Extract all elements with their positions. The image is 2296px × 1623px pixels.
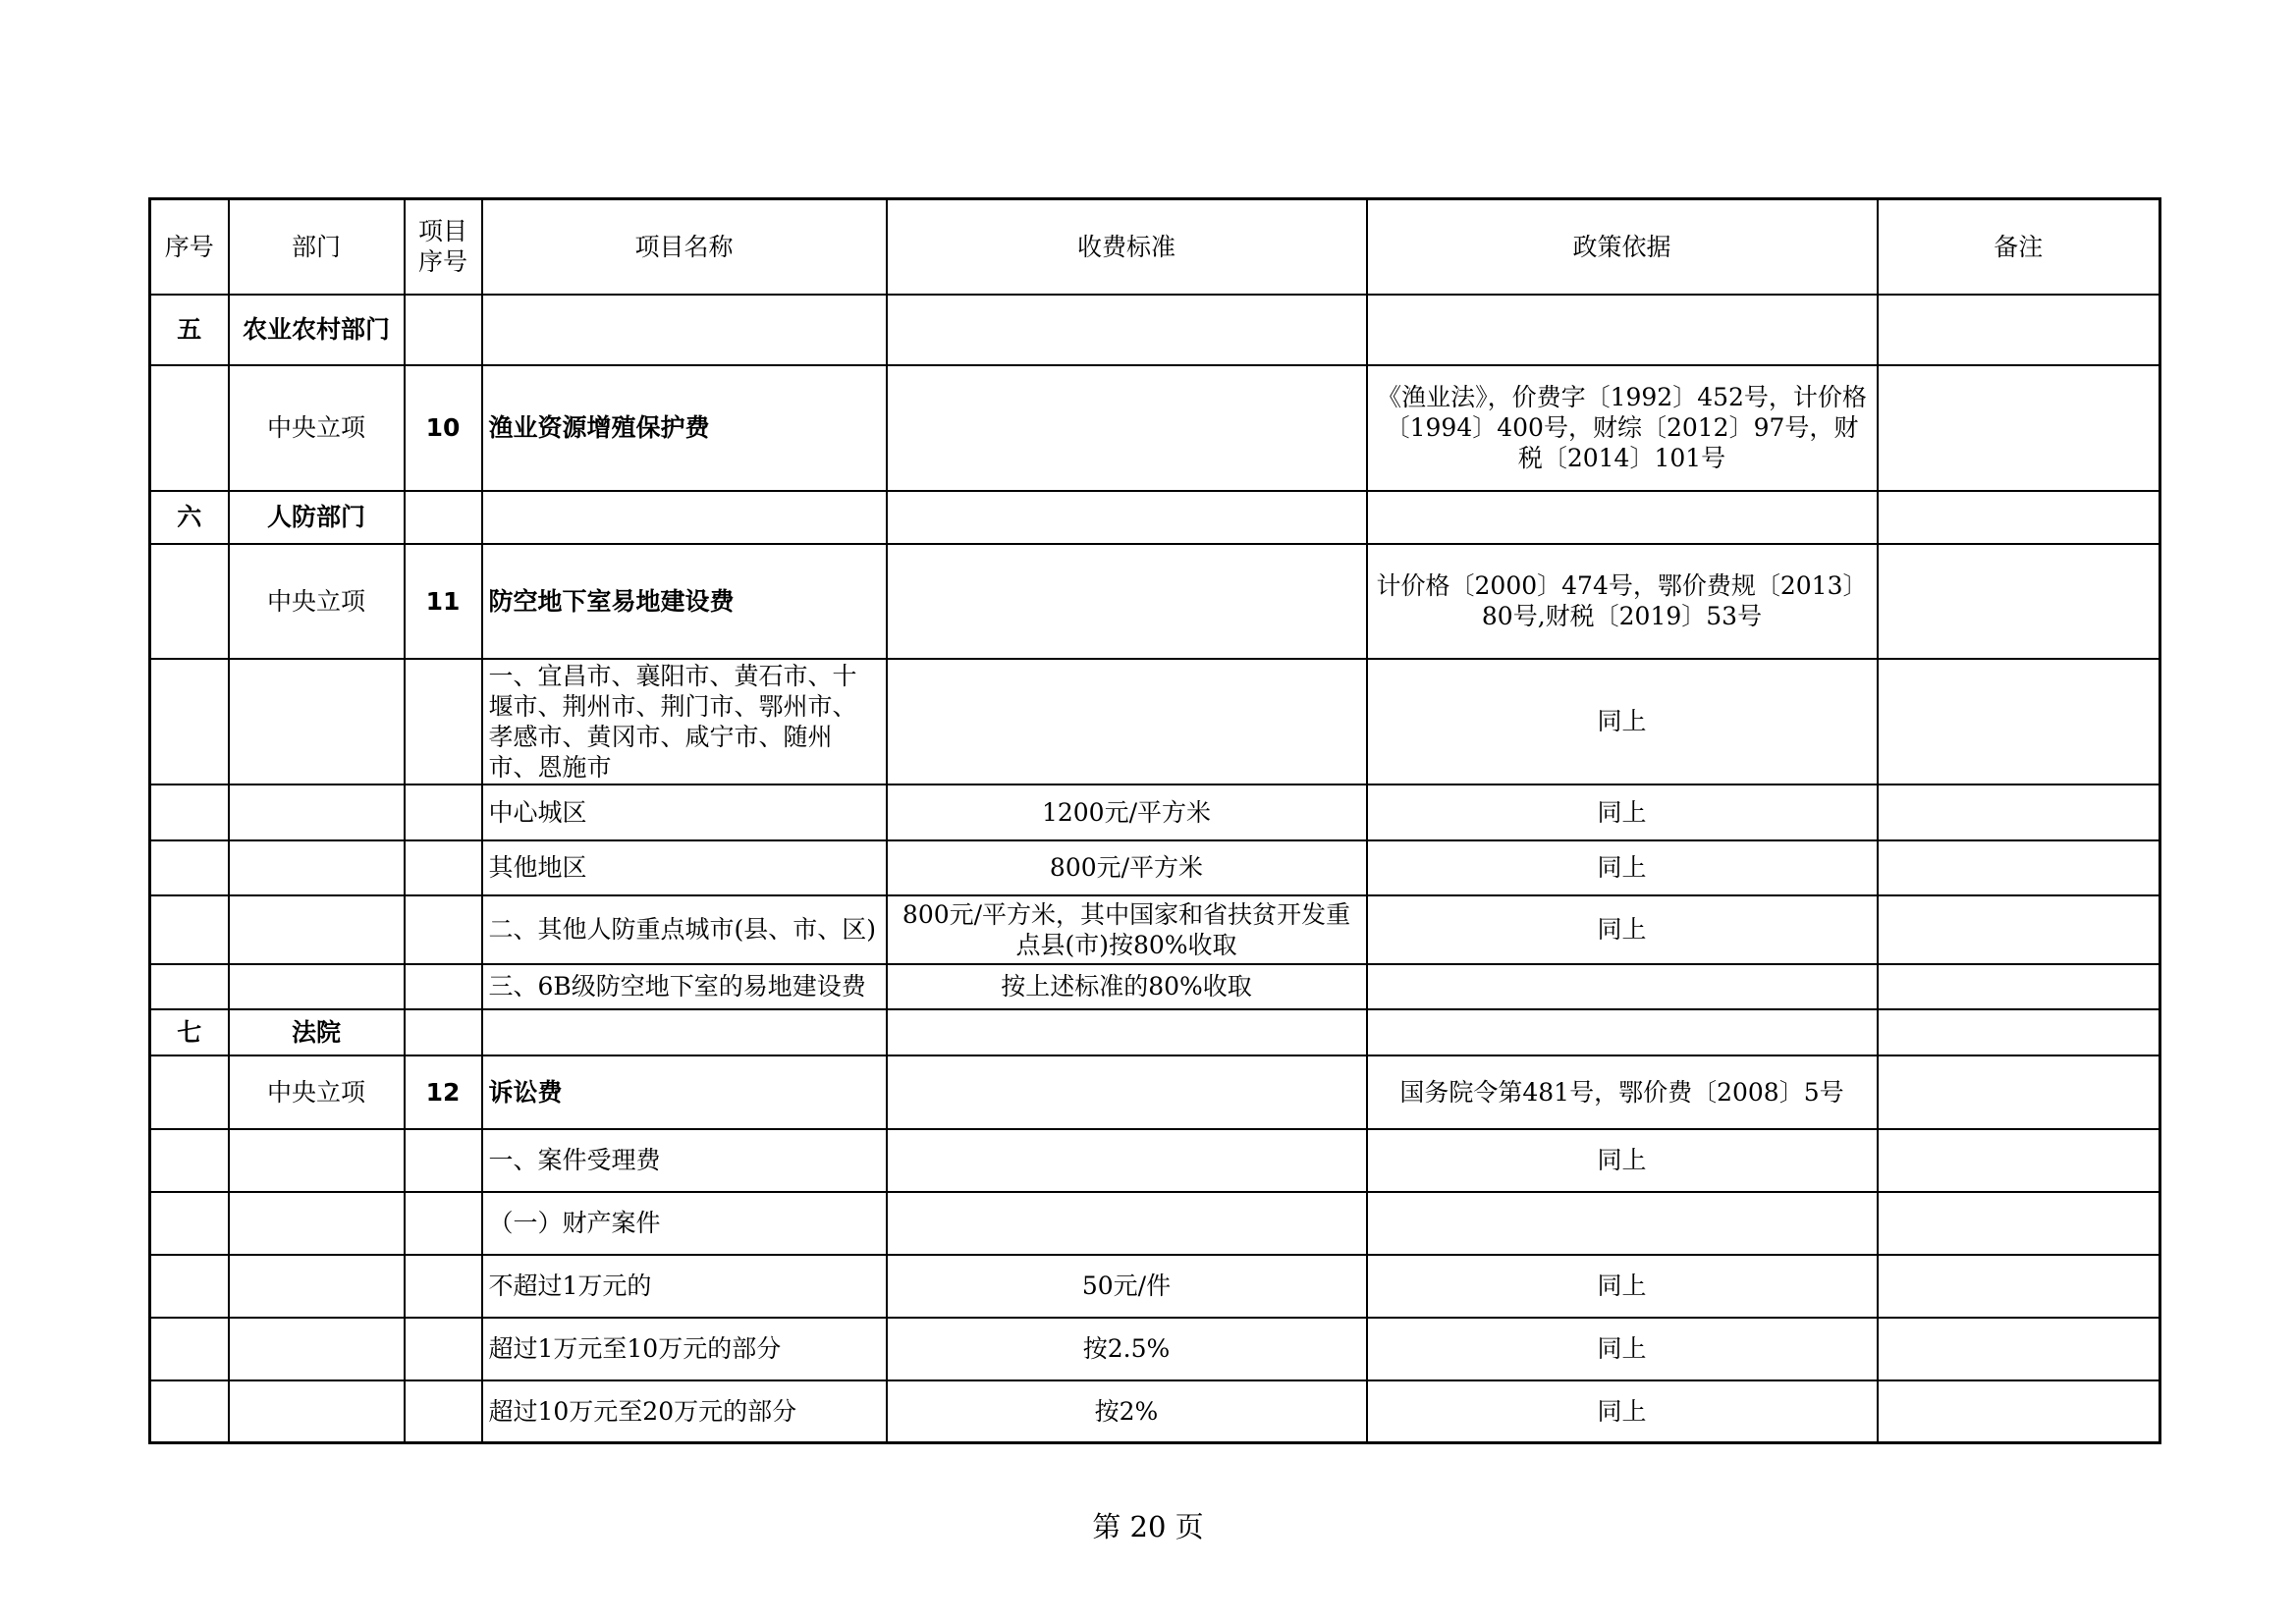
cell-dept (229, 1255, 405, 1318)
table-row (150, 1129, 2160, 1192)
cell-item-name: 超过10万元至20万元的部分 (482, 1380, 887, 1443)
cell-standard: 按2% (887, 1380, 1367, 1443)
cell-remark (1878, 840, 2160, 895)
header-item-name: 项目名称 (482, 199, 887, 295)
cell-basis (1367, 1192, 1878, 1255)
cell-remark (1878, 295, 2160, 365)
cell-item-name: （一）财产案件 (482, 1192, 887, 1255)
cell-seq (150, 1192, 229, 1255)
cell-basis: 同上 (1367, 784, 1878, 840)
page-number: 第 20 页 (1092, 1510, 1204, 1543)
cell-seq (150, 1380, 229, 1443)
cell-item-seq (405, 784, 482, 840)
cell-seq: 六 (150, 491, 229, 544)
header-basis: 政策依据 (1367, 199, 1878, 295)
cell-item-seq (405, 1192, 482, 1255)
cell-dept (229, 1318, 405, 1380)
cell-item-name: 不超过1万元的 (482, 1255, 887, 1318)
cell-seq (150, 1055, 229, 1129)
cell-standard: 50元/件 (887, 1255, 1367, 1318)
cell-basis: 同上 (1367, 659, 1878, 784)
cell-seq (150, 784, 229, 840)
cell-dept (229, 1380, 405, 1443)
cell-item-name: 中心城区 (482, 784, 887, 840)
cell-standard (887, 1129, 1367, 1192)
cell-basis (1367, 491, 1878, 544)
table-row (150, 964, 2160, 1009)
cell-standard (887, 365, 1367, 491)
cell-item-name: 三、6B级防空地下室的易地建设费 (482, 964, 887, 1009)
cell-basis: 同上 (1367, 1318, 1878, 1380)
cell-item-seq (405, 895, 482, 964)
cell-dept (229, 840, 405, 895)
header-remark: 备注 (1878, 199, 2160, 295)
header-standard: 收费标准 (887, 199, 1367, 295)
cell-dept (229, 659, 405, 784)
table-row (150, 1318, 2160, 1380)
cell-remark (1878, 1192, 2160, 1255)
table-row (150, 1255, 2160, 1318)
cell-basis: 《渔业法》，价费字〔1992〕452号，计价格〔1994〕400号，财综〔2012〕97号，财税〔2014〕101号 (1367, 365, 1878, 491)
cell-seq (150, 1129, 229, 1192)
table-row (150, 491, 2160, 544)
cell-remark (1878, 1129, 2160, 1192)
cell-remark (1878, 964, 2160, 1009)
cell-standard (887, 1192, 1367, 1255)
cell-remark (1878, 1318, 2160, 1380)
cell-dept: 中央立项 (229, 365, 405, 491)
cell-basis: 同上 (1367, 895, 1878, 964)
cell-standard (887, 1055, 1367, 1129)
cell-remark (1878, 784, 2160, 840)
cell-remark (1878, 895, 2160, 964)
cell-item-seq (405, 295, 482, 365)
cell-standard: 1200元/平方米 (887, 784, 1367, 840)
cell-dept (229, 1192, 405, 1255)
table-row (150, 365, 2160, 491)
cell-standard (887, 659, 1367, 784)
cell-remark (1878, 1055, 2160, 1129)
table-row (150, 1055, 2160, 1129)
cell-remark (1878, 1009, 2160, 1055)
cell-item-name: 超过1万元至10万元的部分 (482, 1318, 887, 1380)
cell-item-name: 其他地区 (482, 840, 887, 895)
cell-dept (229, 1129, 405, 1192)
cell-remark (1878, 659, 2160, 784)
cell-standard (887, 295, 1367, 365)
cell-basis: 同上 (1367, 1255, 1878, 1318)
cell-basis: 国务院令第481号，鄂价费〔2008〕5号 (1367, 1055, 1878, 1129)
table-row (150, 1380, 2160, 1443)
cell-basis (1367, 964, 1878, 1009)
table-row (150, 295, 2160, 365)
cell-item-seq (405, 1255, 482, 1318)
cell-remark (1878, 544, 2160, 659)
cell-item-seq (405, 1380, 482, 1443)
cell-remark (1878, 365, 2160, 491)
cell-seq: 七 (150, 1009, 229, 1055)
cell-item-seq: 12 (405, 1055, 482, 1129)
fee-table (148, 197, 2161, 1444)
cell-seq (150, 544, 229, 659)
cell-basis (1367, 295, 1878, 365)
cell-item-seq (405, 1129, 482, 1192)
cell-dept (229, 964, 405, 1009)
cell-item-seq (405, 659, 482, 784)
cell-item-seq: 11 (405, 544, 482, 659)
table-row (150, 895, 2160, 964)
cell-item-seq (405, 1009, 482, 1055)
cell-basis (1367, 1009, 1878, 1055)
cell-item-seq (405, 1318, 482, 1380)
cell-seq (150, 840, 229, 895)
header-dept: 部门 (229, 199, 405, 295)
header-item-seq: 项目序号 (405, 199, 482, 295)
cell-item-seq (405, 964, 482, 1009)
cell-standard: 800元/平方米 (887, 840, 1367, 895)
cell-standard (887, 544, 1367, 659)
table-row (150, 544, 2160, 659)
cell-item-name: 一、案件受理费 (482, 1129, 887, 1192)
header-seq: 序号 (150, 199, 229, 295)
cell-seq (150, 659, 229, 784)
cell-item-name (482, 1009, 887, 1055)
cell-dept: 中央立项 (229, 1055, 405, 1129)
cell-dept (229, 784, 405, 840)
cell-basis: 同上 (1367, 1380, 1878, 1443)
cell-seq: 五 (150, 295, 229, 365)
cell-seq (150, 1255, 229, 1318)
cell-item-seq (405, 491, 482, 544)
cell-seq (150, 895, 229, 964)
cell-basis: 同上 (1367, 840, 1878, 895)
cell-standard: 按上述标准的80%收取 (887, 964, 1367, 1009)
cell-item-name: 二、其他人防重点城市(县、市、区) (482, 895, 887, 964)
cell-item-name (482, 295, 887, 365)
cell-dept (229, 895, 405, 964)
table-row (150, 840, 2160, 895)
cell-dept: 中央立项 (229, 544, 405, 659)
cell-standard (887, 1009, 1367, 1055)
cell-standard (887, 491, 1367, 544)
cell-remark (1878, 1380, 2160, 1443)
cell-basis: 计价格〔2000〕474号，鄂价费规〔2013〕80号,财税〔2019〕53号 (1367, 544, 1878, 659)
cell-item-name: 防空地下室易地建设费 (482, 544, 887, 659)
cell-seq (150, 365, 229, 491)
table-header-row (150, 199, 2160, 295)
cell-item-name: 渔业资源增殖保护费 (482, 365, 887, 491)
cell-seq (150, 964, 229, 1009)
cell-standard: 按2.5% (887, 1318, 1367, 1380)
table-row (150, 659, 2160, 784)
cell-dept: 人防部门 (229, 491, 405, 544)
cell-item-name: 一、宜昌市、襄阳市、黄石市、十堰市、荆州市、荆门市、鄂州市、孝感市、黄冈市、咸宁市、随州市、恩施市 (482, 659, 887, 784)
cell-remark (1878, 491, 2160, 544)
table-row (150, 784, 2160, 840)
table-row (150, 1009, 2160, 1055)
cell-item-name (482, 491, 887, 544)
cell-item-name: 诉讼费 (482, 1055, 887, 1129)
cell-item-seq (405, 840, 482, 895)
table-row (150, 1192, 2160, 1255)
cell-dept: 农业农村部门 (229, 295, 405, 365)
cell-basis: 同上 (1367, 1129, 1878, 1192)
cell-standard: 800元/平方米，其中国家和省扶贫开发重点县(市)按80%收取 (887, 895, 1367, 964)
cell-item-seq: 10 (405, 365, 482, 491)
cell-seq (150, 1318, 229, 1380)
cell-remark (1878, 1255, 2160, 1318)
cell-dept: 法院 (229, 1009, 405, 1055)
